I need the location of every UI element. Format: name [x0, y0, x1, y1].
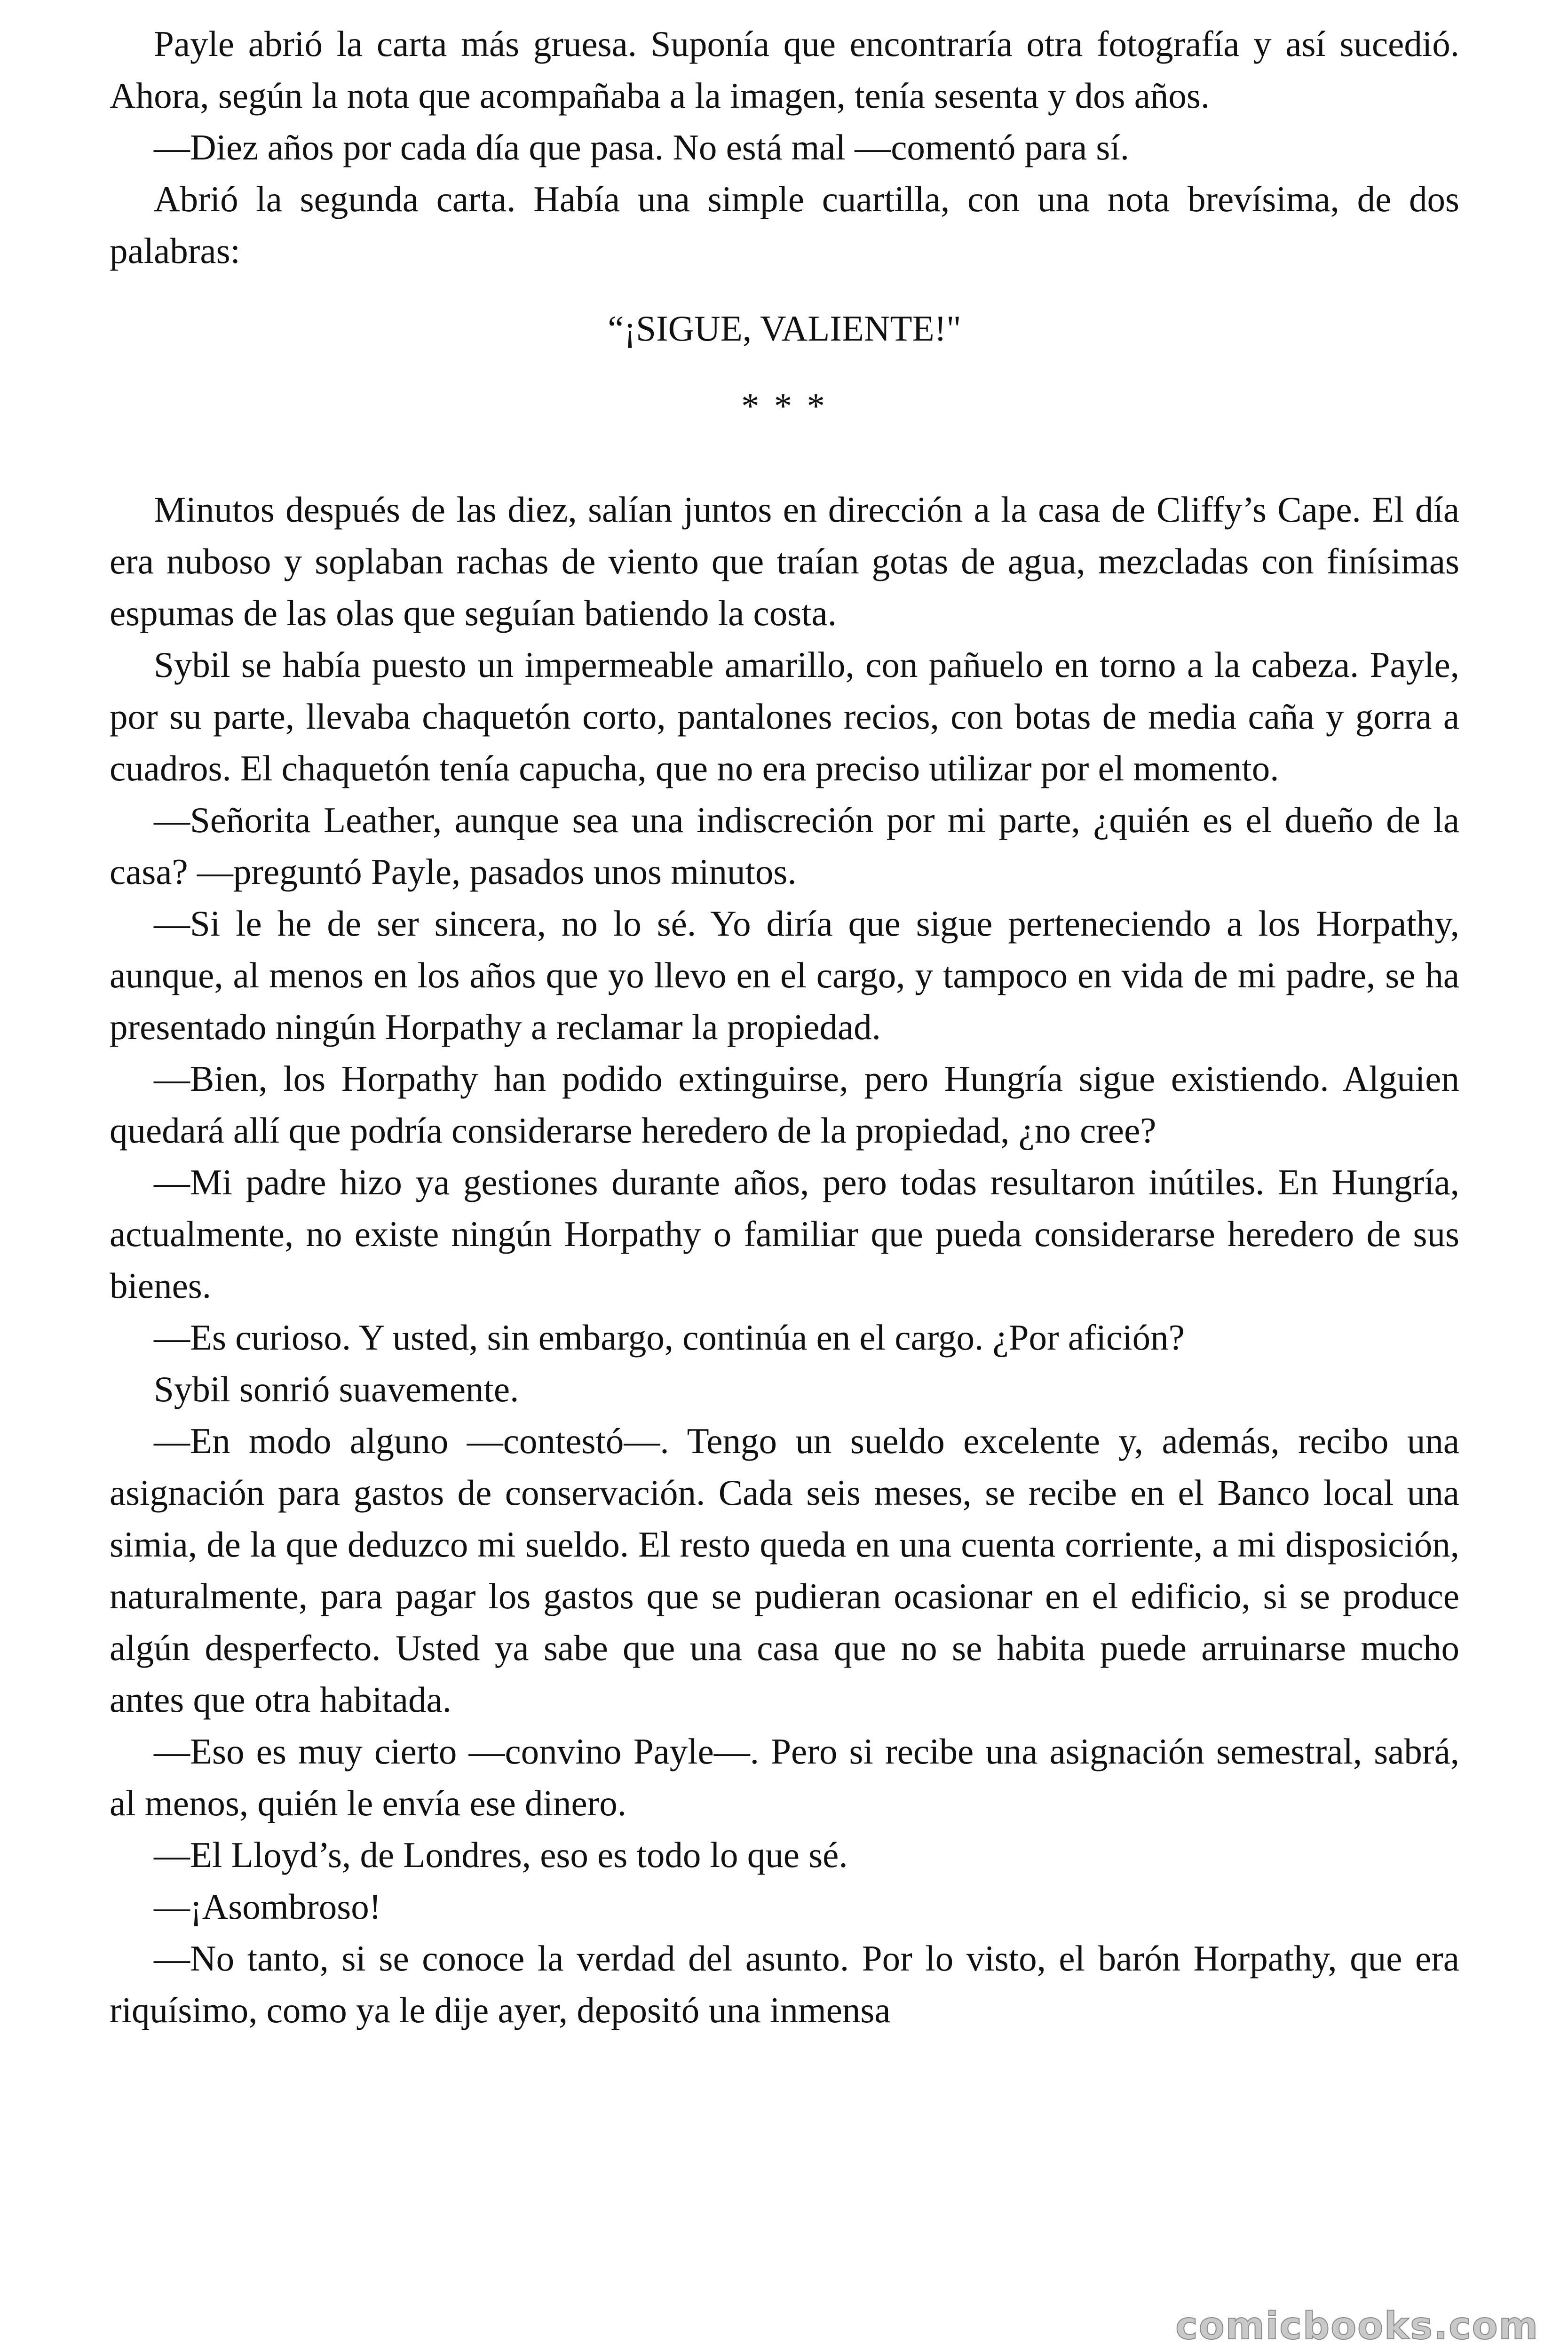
paragraph: Abrió la segunda carta. Había una simple cuartilla, con una nota brevísima, de dos palabras: — [110, 179, 1459, 271]
paragraph: —Diez años por cada día que pasa. No está mal —comentó para sí. — [154, 127, 1129, 167]
paragraph: Sybil sonrió suavemente. — [154, 1369, 519, 1409]
paragraph: —Eso es muy cierto —convino Payle—. Pero si recibe una asignación semestral, sabrá, al menos, quién le envía ese dinero. — [110, 1731, 1459, 1823]
paragraph: Minutos después de las diez, salían juntos en dirección a la casa de Cliffy’s Cape. El día era nuboso y soplaban rachas de viento que traían gotas de agua, mezcladas con finísimas espumas de las olas que seguían batiendo la costa. — [110, 489, 1459, 633]
paragraph: —En modo alguno —contestó—. Tengo un sueldo excelente y, además, recibo una asignación para gastos de conservación. Cada seis meses, se recibe en el Banco local una simia, de la que deduzco mi sueldo. El resto queda en una cuenta corriente, a mi disposición, naturalmente, para pagar los gastos que se pudieran ocasionar en el edificio, si se produce algún desperfecto. Usted ya sabe que una casa que no se habita puede arruinarse mucho antes que otra habitada. — [110, 1421, 1459, 1720]
book-page — [110, 18, 1459, 2036]
paragraph: —Es curioso. Y usted, sin embargo, continúa en el cargo. ¿Por afición? — [154, 1317, 1185, 1358]
paragraph: Payle abrió la carta más gruesa. Suponía que encontraría otra fotografía y así sucedió. Ahora, según la nota que acompañaba a la imagen, tenía sesenta y dos años. — [110, 24, 1459, 116]
watermark-text: comicbooks.com — [1175, 2304, 1539, 2348]
paragraph: —Mi padre hizo ya gestiones durante años, pero todas resultaron inútiles. En Hungría, actualmente, no existe ningún Horpathy o familiar que pueda considerarse heredero de sus bienes. — [110, 1162, 1459, 1306]
section-break: * * * — [741, 386, 828, 426]
paragraph: —Si le he de ser sincera, no lo sé. Yo diría que sigue perteneciendo a los Horpathy, aunque, al menos en los años que yo llevo en el cargo, y tampoco en vida de mi padre, se ha presentado ningún Horpathy a reclamar la propiedad. — [110, 903, 1459, 1047]
paragraph: —El Lloyd’s, de Londres, eso es todo lo que sé. — [154, 1835, 848, 1875]
paragraph: —Bien, los Horpathy han podido extinguirse, pero Hungría sigue existiendo. Alguien quedará allí que podría considerarse heredero de la propiedad, ¿no cree? — [110, 1058, 1459, 1151]
paragraph: —¡Asombroso! — [154, 1886, 381, 1927]
paragraph: Sybil se había puesto un impermeable amarillo, con pañuelo en torno a la cabeza. Payle, por su parte, llevaba chaquetón corto, pantalones recios, con botas de media caña y gorra a cuadros. El chaquetón tenía capucha, que no era preciso utilizar por el momento. — [110, 644, 1459, 788]
note-text: “¡SIGUE, VALIENTE!" — [608, 308, 961, 349]
paragraph: —Señorita Leather, aunque sea una indiscreción por mi parte, ¿quién es el dueño de la casa? —preguntó Payle, pasados unos minutos. — [110, 800, 1459, 892]
paragraph: —No tanto, si se conoce la verdad del asunto. Por lo visto, el barón Horpathy, que era riquísimo, como ya le dije ayer, depositó una inmensa — [110, 1938, 1459, 2030]
